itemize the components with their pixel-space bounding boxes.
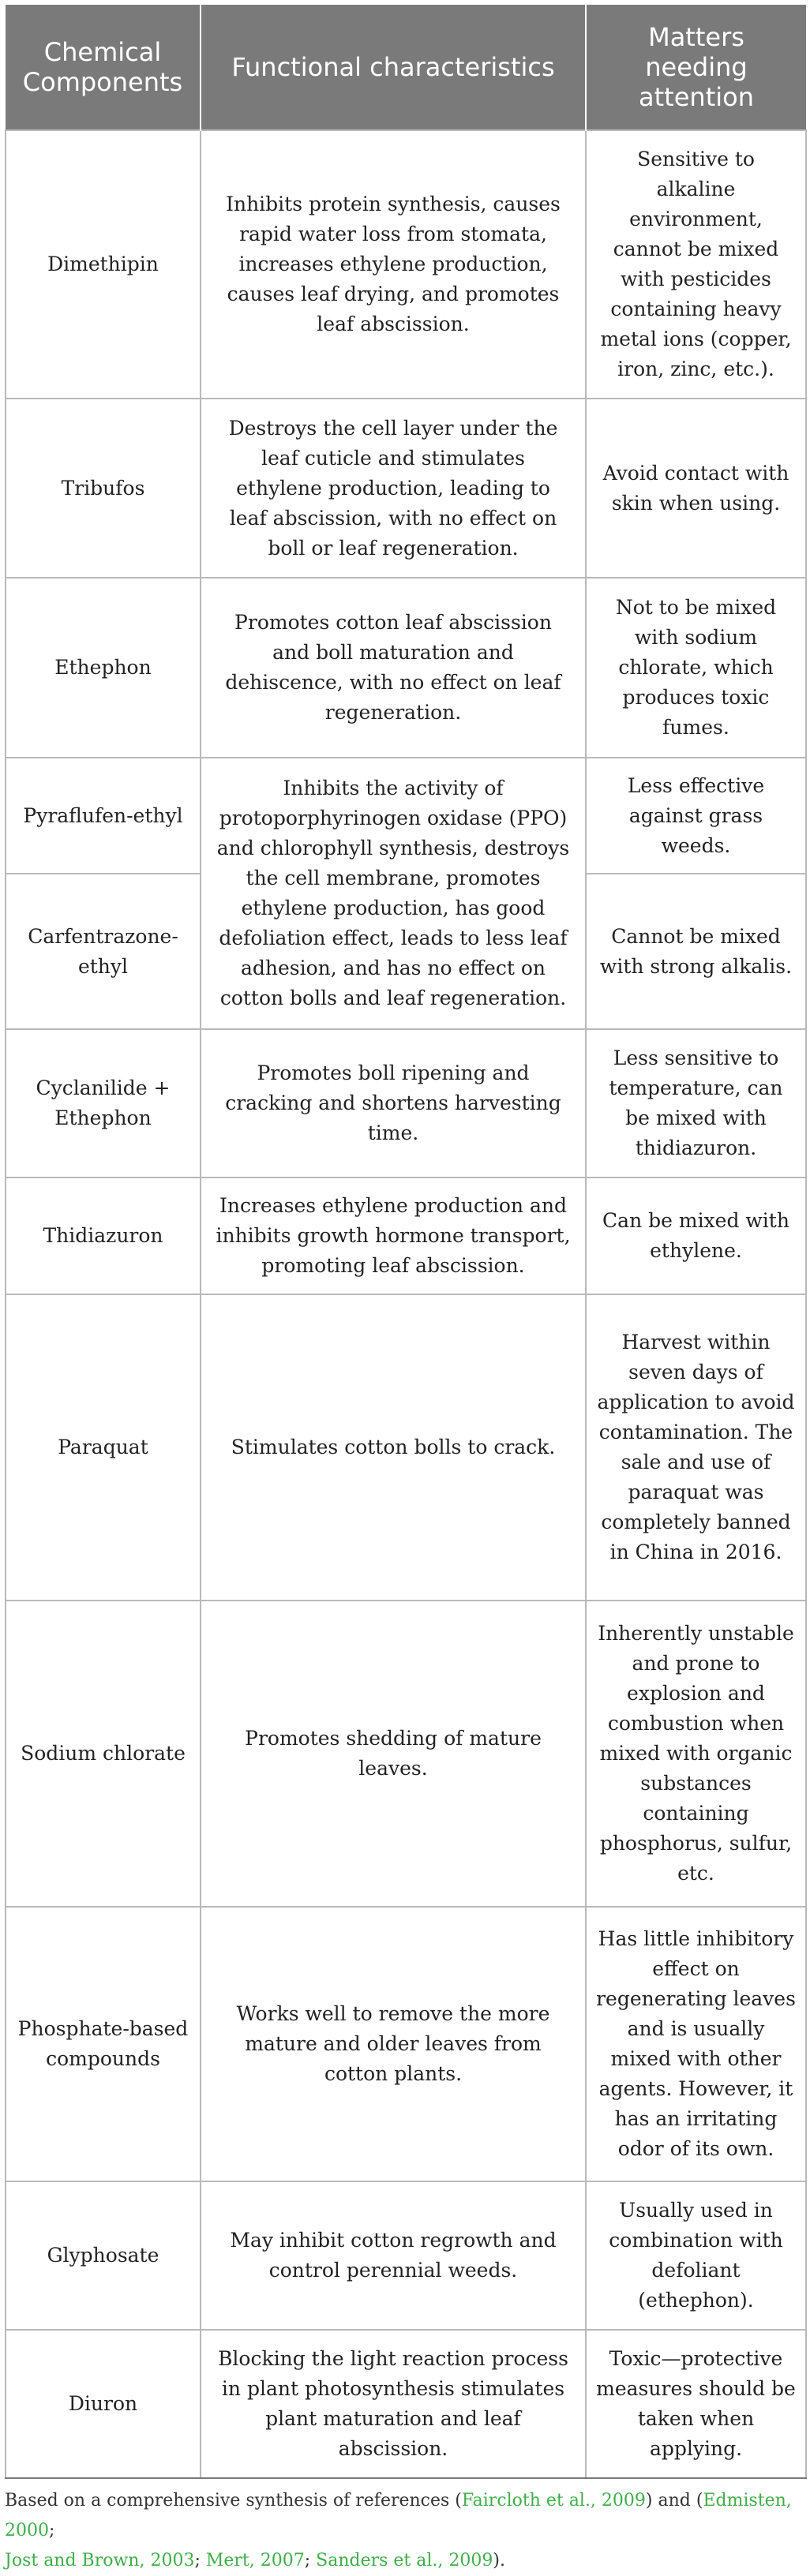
attention-cell: Inherently unstable and prone to explosion and combustion when mixed with organic substances containing phosphorus, sulfur, etc. [586, 1601, 806, 1907]
footnote-separator: ; [194, 2551, 206, 2570]
footnote-suffix: ). [493, 2551, 505, 2570]
component-cell: Diuron [6, 2330, 201, 2478]
attention-cell: Less sensitive to temperature, can be mixed with thidiazuron. [586, 1029, 806, 1178]
component-cell: Carfentrazone-ethyl [6, 874, 201, 1029]
component-cell: Dimethipin [6, 130, 201, 399]
function-cell: Destroys the cell layer under the leaf cuticle and stimulates ethylene production, leading to leaf abscission, with no effect on boll or leaf regeneration. [201, 399, 586, 578]
attention-cell: Can be mixed with ethylene. [586, 1178, 806, 1294]
table-row [6, 2181, 806, 2330]
attention-cell: Usually used in combination with defoliant (ethephon). [586, 2181, 806, 2330]
table-row [6, 578, 806, 758]
function-cell: Increases ethylene production and inhibits growth hormone transport, promoting leaf abscission. [201, 1178, 586, 1294]
footnote-mid: ) and ( [645, 2491, 703, 2510]
component-cell: Glyphosate [6, 2181, 201, 2330]
reference-link-mert[interactable]: Mert, 2007 [205, 2551, 305, 2570]
table-row [6, 1907, 806, 2181]
reference-link-faircloth[interactable]: Faircloth et al., 2009 [461, 2491, 646, 2510]
attention-cell: Sensitive to alkaline environment, cannot be mixed with pesticides containing heavy metal ions (copper, iron, zinc, etc.). [586, 130, 806, 399]
attention-cell: Has little inhibitory effect on regenerating leaves and is usually mixed with other agents. However, it has an irritating odor of its own. [586, 1907, 806, 2181]
table-row [6, 399, 806, 578]
component-cell: Tribufos [6, 399, 201, 578]
attention-cell: Harvest within seven days of application to avoid contamination. The sale and use of paraquat was completely banned in China in 2016. [586, 1294, 806, 1601]
reference-link-jost-brown[interactable]: Jost and Brown, 2003 [5, 2551, 195, 2570]
function-cell: Promotes cotton leaf abscission and boll maturation and dehiscence, with no effect on leaf regeneration. [201, 578, 586, 758]
table-row [6, 1029, 806, 1178]
defoliant-table [5, 5, 807, 2479]
function-cell: Inhibits protein synthesis, causes rapid water loss from stomata, increases ethylene production, causes leaf drying, and promotes leaf abscission. [201, 130, 586, 399]
function-cell: Stimulates cotton bolls to crack. [201, 1294, 586, 1601]
attention-cell: Not to be mixed with sodium chlorate, which produces toxic fumes. [586, 578, 806, 758]
component-cell: Cyclanilide + Ethephon [6, 1029, 201, 1178]
component-cell: Ethephon [6, 578, 201, 758]
attention-cell: Toxic—protective measures should be taken when applying. [586, 2330, 806, 2478]
defoliant-table-container [5, 5, 805, 2479]
function-cell: Promotes shedding of mature leaves. [201, 1601, 586, 1907]
component-cell: Paraquat [6, 1294, 201, 1601]
function-cell: Blocking the light reaction process in plant photosynthesis stimulates plant maturation and leaf abscission. [201, 2330, 586, 2478]
table-row [6, 130, 806, 399]
attention-cell: Avoid contact with skin when using. [586, 399, 806, 578]
component-cell: Sodium chlorate [6, 1601, 201, 1907]
function-cell: Works well to remove the more mature and older leaves from cotton plants. [201, 1907, 586, 2181]
table-row [6, 758, 806, 874]
header-matters-needing-attention: Matters needing attention [586, 5, 806, 130]
component-cell: Thidiazuron [6, 1178, 201, 1294]
function-cell: May inhibit cotton regrowth and control perennial weeds. [201, 2181, 586, 2330]
table-row [6, 1294, 806, 1601]
table-row [6, 2330, 806, 2478]
header-functional-characteristics: Functional characteristics [201, 5, 586, 130]
header-chemical-components: Chemical Components [6, 5, 201, 130]
reference-link-edmisten[interactable]: Edmisten, 2000 [5, 2491, 792, 2540]
table-row [6, 1178, 806, 1294]
table-header-row [6, 5, 806, 130]
reference-link-sanders[interactable]: Sanders et al., 2009 [316, 2551, 493, 2570]
component-cell: Phosphate-based compounds [6, 1907, 201, 2181]
attention-cell: Cannot be mixed with strong alkalis. [586, 874, 806, 1029]
footnote-prefix: Based on a comprehensive synthesis of references ( [5, 2491, 462, 2510]
function-cell: Promotes boll ripening and cracking and shortens harvesting time. [201, 1029, 586, 1178]
attention-cell: Less effective against grass weeds. [586, 758, 806, 874]
table-row [6, 1601, 806, 1907]
table-footnote [5, 2486, 805, 2576]
function-cell: Inhibits the activity of protoporphyrinogen oxidase (PPO) and chlorophyll synthesis, destroys the cell membrane, promotes ethylene production, has good defoliation effect, leads to less leaf adhesion, and has no effect on cotton bolls and leaf regeneration. [201, 758, 586, 1029]
component-cell: Pyraflufen-ethyl [6, 758, 201, 874]
footnote-separator: ; [49, 2521, 55, 2540]
footnote-separator: ; [304, 2551, 317, 2570]
